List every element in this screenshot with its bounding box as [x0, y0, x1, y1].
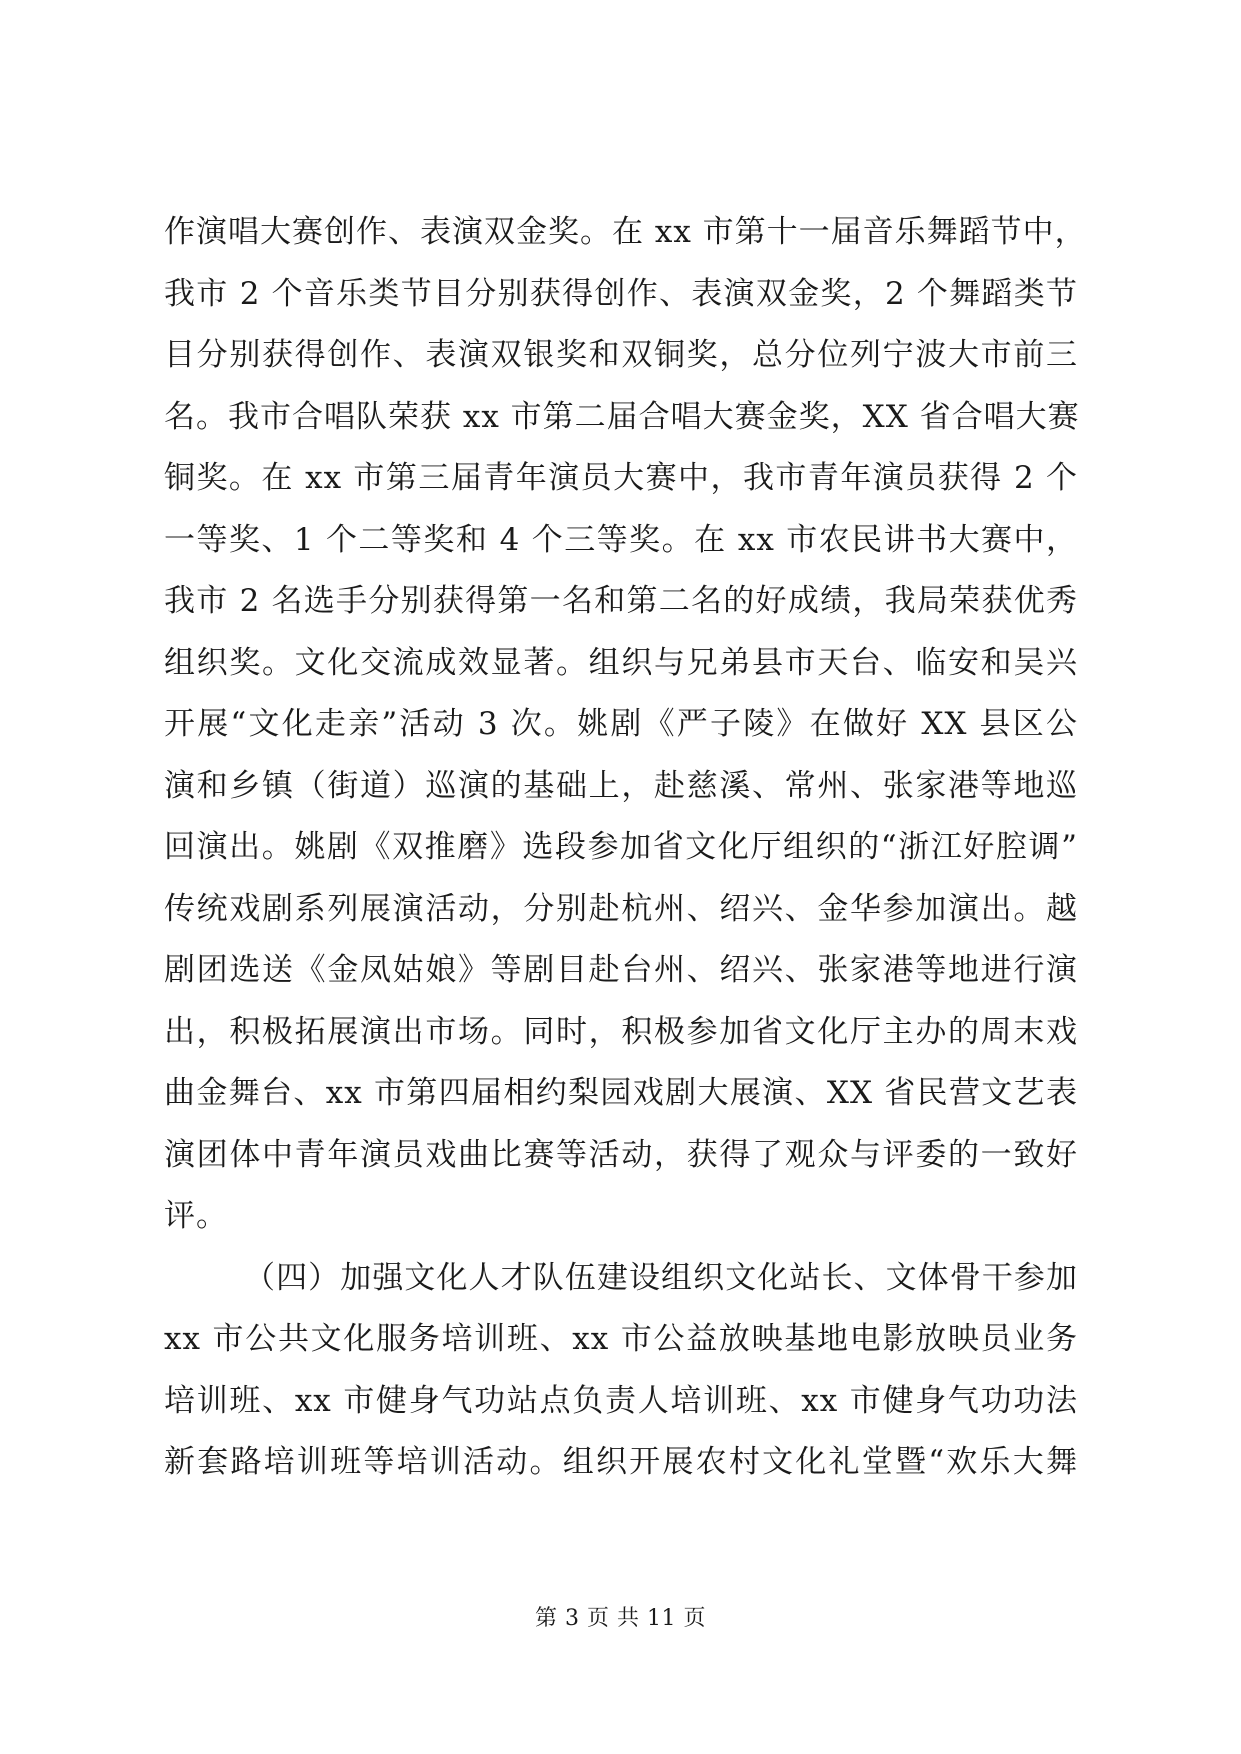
text-line: 我市 2 名选手分别获得第一名和第二名的好成绩，我局荣获优秀	[164, 583, 1078, 619]
text-line: 开展“文化走亲”活动 3 次。姚剧《严子陵》在做好 XX 县区公	[164, 706, 1078, 742]
text-line: 我市 2 个音乐类节目分别获得创作、表演双金奖，2 个舞蹈类节	[164, 275, 1078, 312]
text-line: 作演唱大赛创作、表演双金奖。在 xx 市第十一届音乐舞蹈节中，	[164, 214, 1087, 250]
text-line: xx 市公共文化服务培训班、xx 市公益放映基地电影放映员业务	[164, 1321, 1078, 1357]
page-number: 第 3 页 共 11 页	[535, 1606, 706, 1631]
text-line: 一等奖、1 个二等奖和 4 个三等奖。在 xx 市农民讲书大赛中，	[164, 521, 1078, 558]
text-line: 演团体中青年演员戏曲比赛等活动，获得了观众与评委的一致好	[164, 1136, 1078, 1173]
text-line: 曲金舞台、xx 市第四届相约梨园戏剧大展演、XX 省民营文艺表	[164, 1075, 1078, 1111]
text-line: 评。	[164, 1198, 228, 1234]
paragraph-2	[164, 1248, 1078, 1494]
text-line: 铜奖。在 xx 市第三届青年演员大赛中，我市青年演员获得 2 个	[164, 460, 1078, 496]
text-line: 演和乡镇（街道）巡演的基础上，赴慈溪、常州、张家港等地巡	[164, 767, 1078, 804]
text-line: 出，积极拓展演出市场。同时，积极参加省文化厅主办的周末戏	[164, 1013, 1078, 1050]
text-line: 传统戏剧系列展演活动，分别赴杭州、绍兴、金华参加演出。越	[164, 890, 1078, 927]
section-heading-line: （四）加强文化人才队伍建设组织文化站长、文体骨干参加	[244, 1259, 1078, 1296]
text-line: 回演出。姚剧《双推磨》选段参加省文化厅组织的“浙江好腔调”	[164, 829, 1078, 865]
text-line: 培训班、xx 市健身气功站点负责人培训班、xx 市健身气功功法	[164, 1382, 1078, 1419]
paragraph-1	[164, 202, 1087, 1248]
text-line: 新套路培训班等培训活动。组织开展农村文化礼堂暨“欢乐大舞	[164, 1444, 1078, 1480]
text-line: 剧团选送《金凤姑娘》等剧目赴台州、绍兴、张家港等地进行演	[164, 952, 1078, 988]
text-line: 组织奖。文化交流成效显著。组织与兄弟县市天台、临安和吴兴	[164, 644, 1078, 681]
text-line: 目分别获得创作、表演双银奖和双铜奖，总分位列宁波大市前三	[164, 337, 1078, 373]
text-line: 名。我市合唱队荣获 xx 市第二届合唱大赛金奖，XX 省合唱大赛	[164, 398, 1080, 435]
page-footer	[0, 1604, 1241, 1634]
document-body	[164, 202, 1087, 1494]
